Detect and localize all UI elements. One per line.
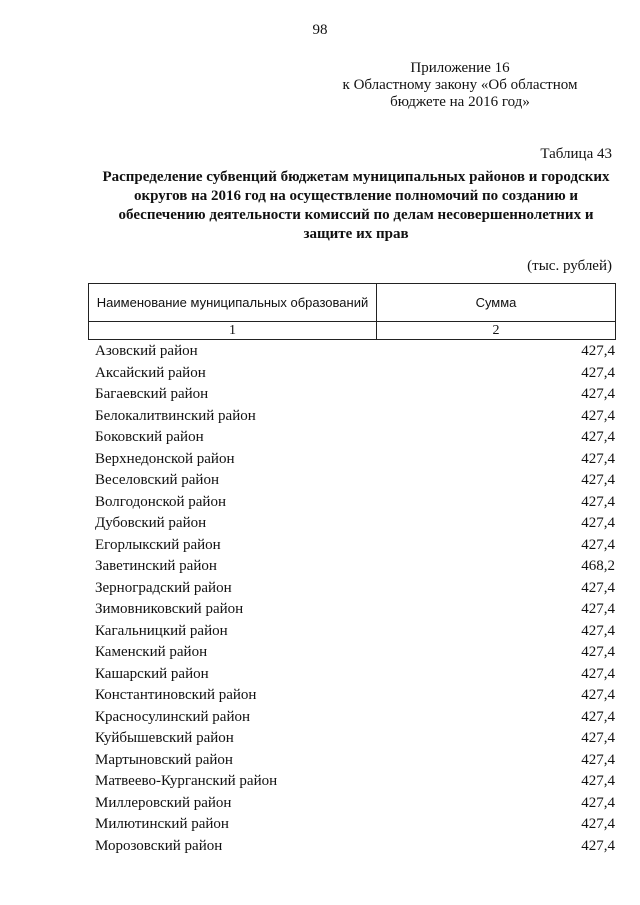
header-sum-column: Сумма (377, 284, 616, 322)
subvention-amount: 427,4 (581, 601, 615, 617)
municipality-name: Морозовский район (95, 837, 223, 854)
municipality-name: Веселовский район (95, 472, 219, 488)
table-row (95, 664, 615, 686)
table-row (95, 513, 615, 535)
subvention-amount: 427,4 (581, 407, 615, 424)
column-number-1: 1 (89, 322, 377, 340)
municipality-name: Милютинский район (95, 816, 229, 832)
table-row (95, 406, 615, 428)
subvention-amount: 427,4 (581, 450, 615, 467)
municipality-name: Заветинский район (95, 558, 217, 574)
municipality-name: Боковский район (95, 429, 204, 445)
municipality-name: Красносулинский район (95, 708, 251, 725)
municipality-name: Дубовский район (95, 515, 207, 531)
municipality-name: Аксайский район (95, 364, 206, 381)
municipality-name: Зерноградский район (95, 579, 232, 596)
subvention-amount: 427,4 (581, 837, 615, 854)
table-row (95, 707, 615, 729)
page-number: 98 (312, 22, 328, 38)
table-row (95, 556, 615, 578)
subvention-amount: 427,4 (581, 622, 615, 639)
table-row (95, 341, 615, 363)
municipality-name: Кашарский район (95, 665, 209, 682)
table-row (95, 449, 615, 471)
table-row (95, 793, 615, 815)
table-body (95, 341, 615, 857)
subvention-amount: 427,4 (581, 794, 615, 811)
column-number-2: 2 (377, 322, 616, 340)
table-row (95, 642, 615, 664)
table-row (95, 685, 615, 707)
municipality-name: Кагальницкий район (95, 622, 228, 639)
subvention-amount: 427,4 (581, 386, 615, 402)
header-name-column: Наименование муниципальных образований (89, 284, 377, 322)
subvention-amount: 427,4 (581, 816, 615, 832)
municipality-name: Куйбышевский район (95, 730, 234, 746)
municipality-name: Каменский район (95, 644, 208, 660)
subvention-amount: 427,4 (581, 773, 615, 789)
table-row (95, 578, 615, 600)
subvention-amount: 427,4 (581, 579, 615, 596)
subvention-amount: 427,4 (581, 493, 615, 510)
municipality-name: Константиновский район (95, 687, 257, 703)
municipality-name: Миллеровский район (95, 794, 232, 811)
table-row (95, 750, 615, 772)
table-row (95, 836, 615, 858)
appendix-line-3: бюджете на 2016 год» (390, 94, 530, 110)
municipality-name: Волгодонской район (95, 493, 226, 510)
subvention-amount: 427,4 (581, 730, 615, 746)
subvention-amount: 427,4 (581, 343, 615, 359)
subvention-amount: 468,2 (581, 558, 615, 574)
subvention-amount: 427,4 (581, 687, 615, 703)
table-row (95, 427, 615, 449)
table-row (95, 535, 615, 557)
municipality-name: Матвеево-Курганский район (95, 773, 278, 789)
table-row (95, 492, 615, 514)
municipality-name: Зимовниковский район (95, 601, 244, 617)
table-number: Таблица 43 (540, 146, 612, 162)
municipality-name: Верхнедонской район (95, 450, 235, 467)
appendix-line-2: к Областному закону «Об областном (342, 77, 578, 93)
table-row (95, 384, 615, 406)
subvention-amount: 427,4 (581, 751, 615, 768)
municipality-name: Мартыновский район (95, 751, 233, 768)
subvention-amount: 427,4 (581, 472, 615, 488)
table-header (88, 283, 616, 340)
table-row (95, 814, 615, 836)
appendix-line-1: Приложение 16 (410, 60, 510, 76)
table-row (95, 621, 615, 643)
municipality-name: Багаевский район (95, 386, 209, 402)
municipality-name: Белокалитвинский район (95, 407, 256, 424)
table-row (95, 771, 615, 793)
subvention-amount: 427,4 (581, 536, 615, 553)
table-row (95, 728, 615, 750)
appendix-reference (300, 60, 620, 111)
municipality-name: Егорлыкский район (95, 536, 221, 553)
subvention-amount: 427,4 (581, 364, 615, 381)
subvention-amount: 427,4 (581, 644, 615, 660)
subvention-amount: 427,4 (581, 515, 615, 531)
municipality-name: Азовский район (95, 343, 198, 359)
table-row (95, 470, 615, 492)
subvention-amount: 427,4 (581, 665, 615, 682)
subvention-amount: 427,4 (581, 429, 615, 445)
units-label: (тыс. рублей) (527, 258, 612, 274)
table-row (95, 363, 615, 385)
table-row (95, 599, 615, 621)
document-title: Распределение субвенций бюджетам муниципальных районов и городских округов на 2016 год на осуществление полномочий по созданию и обеспечению деятельности комиссий по делам несовершеннолетних и защите их прав (102, 169, 610, 242)
subvention-amount: 427,4 (581, 708, 615, 725)
